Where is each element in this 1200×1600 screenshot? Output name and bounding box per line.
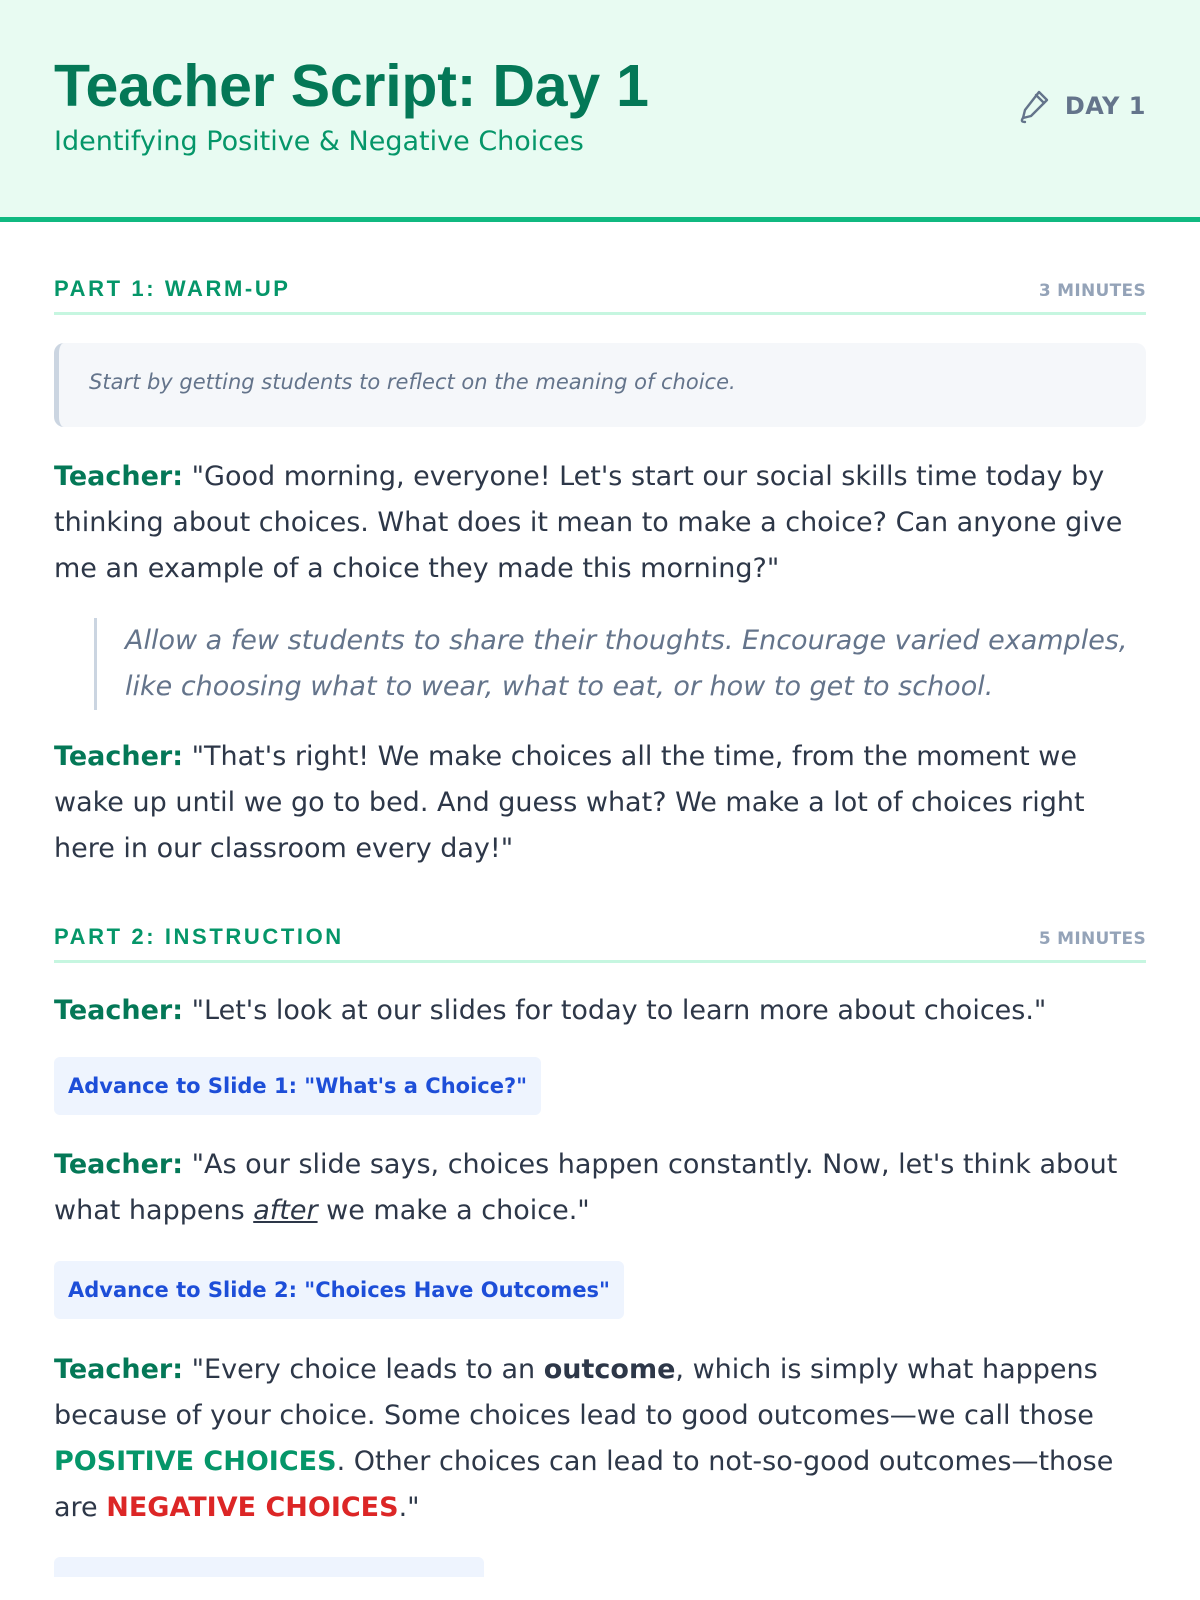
speaker-label: Teacher: [54, 741, 184, 772]
part1-header [54, 276, 1146, 315]
part1-aside: Allow a few students to share their thoughts. Encourage varied examples, like choosing what to wear, what to eat, or how to get to school. [94, 618, 1146, 710]
slide-2-row [54, 1261, 1146, 1319]
speaker-label: Teacher: [54, 461, 184, 492]
emphasis-after: after [253, 1195, 318, 1226]
dialogue-text-start: "As our slide says, choices happen constantly. Now, let's think about what happens [54, 1149, 1118, 1226]
dialogue-text: "Good morning, everyone! Let's start our social skills time today by thinking about choices. What does it mean to make a choice? Can anyone give me an example of a choice they made this morning?" [54, 461, 1123, 584]
page-title: Teacher Script: Day 1 [54, 53, 649, 119]
part2-teacher-line-1 [54, 988, 1146, 1034]
dialogue-text-c: . Other choices can lead to not-so-good outcomes—those are [54, 1446, 1114, 1523]
part2-header [54, 924, 1146, 963]
speaker-label: Teacher: [54, 995, 184, 1026]
day-badge-label: DAY 1 [1064, 92, 1146, 120]
part2-teacher-line-2 [54, 1142, 1146, 1234]
script-content [0, 276, 1200, 1577]
part2-time: 5 MINUTES [1038, 929, 1146, 949]
page-header [0, 0, 1200, 222]
next-slide-button-partial[interactable] [54, 1557, 484, 1577]
part1-time: 3 MINUTES [1038, 281, 1146, 301]
negative-choices-term: NEGATIVE CHOICES [106, 1492, 399, 1523]
dialogue-text-d: ." [398, 1492, 420, 1523]
dialogue-text-end: we make a choice." [317, 1195, 590, 1226]
pen-icon [1017, 88, 1051, 124]
slide-1-row [54, 1057, 1146, 1115]
dialogue-text-a: "Every choice leads to an [191, 1354, 544, 1385]
term-outcome: outcome [543, 1354, 676, 1385]
part1-teacher-line-2 [54, 734, 1146, 872]
part1-note: Start by getting students to reflect on the meaning of choice. [54, 343, 1146, 427]
dialogue-text: "Let's look at our slides for today to learn more about choices." [191, 995, 1047, 1026]
part1-title: PART 1: WARM-UP [54, 276, 291, 301]
advance-slide-2-button[interactable]: Advance to Slide 2: "Choices Have Outcomes" [54, 1261, 624, 1319]
positive-choices-term: POSITIVE CHOICES [54, 1446, 337, 1477]
part2-teacher-line-3 [54, 1347, 1146, 1531]
page-subtitle: Identifying Positive & Negative Choices [54, 126, 584, 157]
day-badge [1017, 88, 1146, 124]
advance-slide-1-button[interactable]: Advance to Slide 1: "What's a Choice?" [54, 1057, 541, 1115]
speaker-label: Teacher: [54, 1354, 184, 1385]
speaker-label: Teacher: [54, 1149, 184, 1180]
dialogue-text: "That's right! We make choices all the time, from the moment we wake up until we go to bed. And guess what? We make a lot of choices right here in our classroom every day!" [54, 741, 1085, 864]
part2-title: PART 2: INSTRUCTION [54, 924, 344, 949]
part1-teacher-line-1 [54, 454, 1146, 592]
dialogue-text-b: , which is simply what happens because of your choice. Some choices lead to good outcomes—we call those [54, 1354, 1098, 1431]
